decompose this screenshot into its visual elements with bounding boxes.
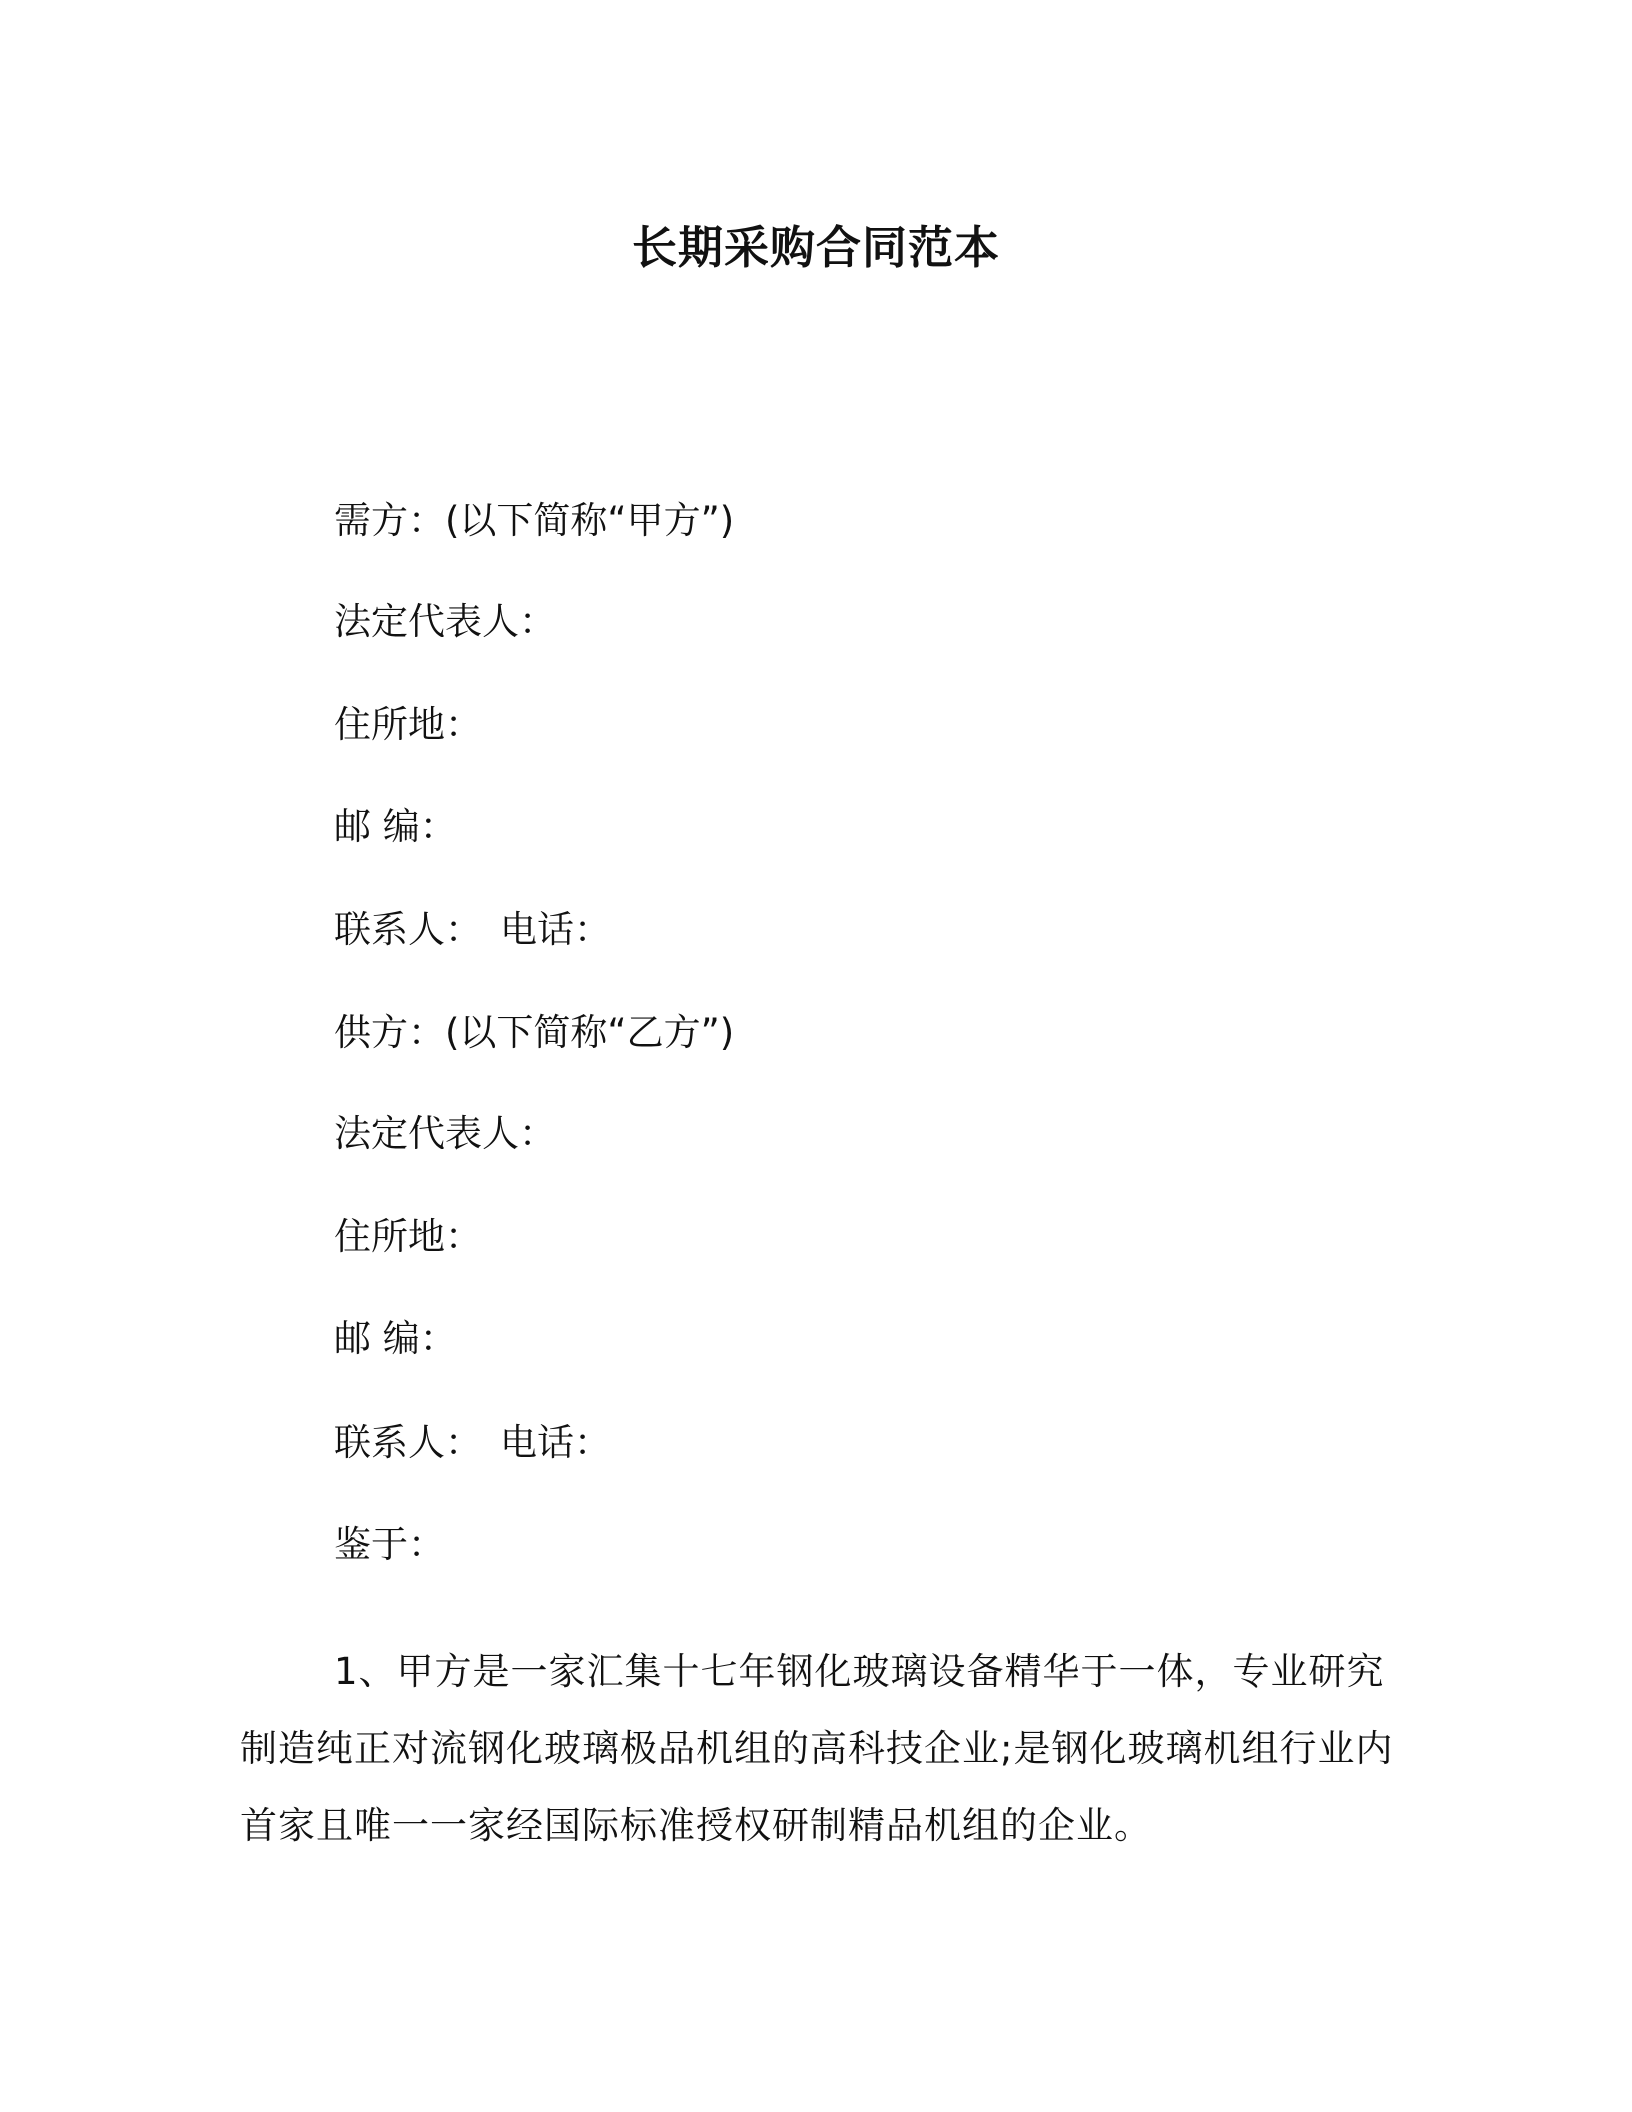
paragraph-line: 1、甲方是一家汇集十七年钢化玻璃设备精华于一体，专业研究 [334, 1650, 1385, 1693]
buyer-contact-row [334, 905, 611, 955]
paragraph-line: 首家且唯一一家经国际标准授权研制精品机组的企业。 [240, 1804, 1152, 1847]
recital-paragraph [240, 1633, 1394, 1864]
supplier-legal-rep-label: 法定代表人： [334, 1112, 556, 1155]
document-title: 长期采购合同范本 [631, 221, 1000, 274]
buyer-legal-rep-label: 法定代表人： [334, 600, 556, 643]
supplier-postcode-label: 邮 编： [334, 1317, 457, 1360]
supplier-contact-label: 联系人： [334, 1421, 482, 1464]
supplier-address-label: 住所地： [334, 1215, 482, 1258]
buyer-label: 需方：(以下简称“甲方”) [334, 499, 735, 542]
buyer-phone-label: 电话： [500, 908, 611, 951]
supplier-phone-label: 电话： [500, 1421, 611, 1464]
buyer-postcode-label: 邮 编： [334, 805, 457, 848]
whereas-label: 鉴于： [334, 1523, 445, 1566]
buyer-contact-label: 联系人： [334, 908, 482, 951]
paragraph-line: 制造纯正对流钢化玻璃极品机组的高科技企业;是钢化玻璃机组行业内 [240, 1727, 1394, 1770]
supplier-label: 供方：(以下简称“乙方”) [334, 1011, 735, 1054]
supplier-contact-row [334, 1418, 611, 1468]
buyer-address-label: 住所地： [334, 703, 482, 746]
